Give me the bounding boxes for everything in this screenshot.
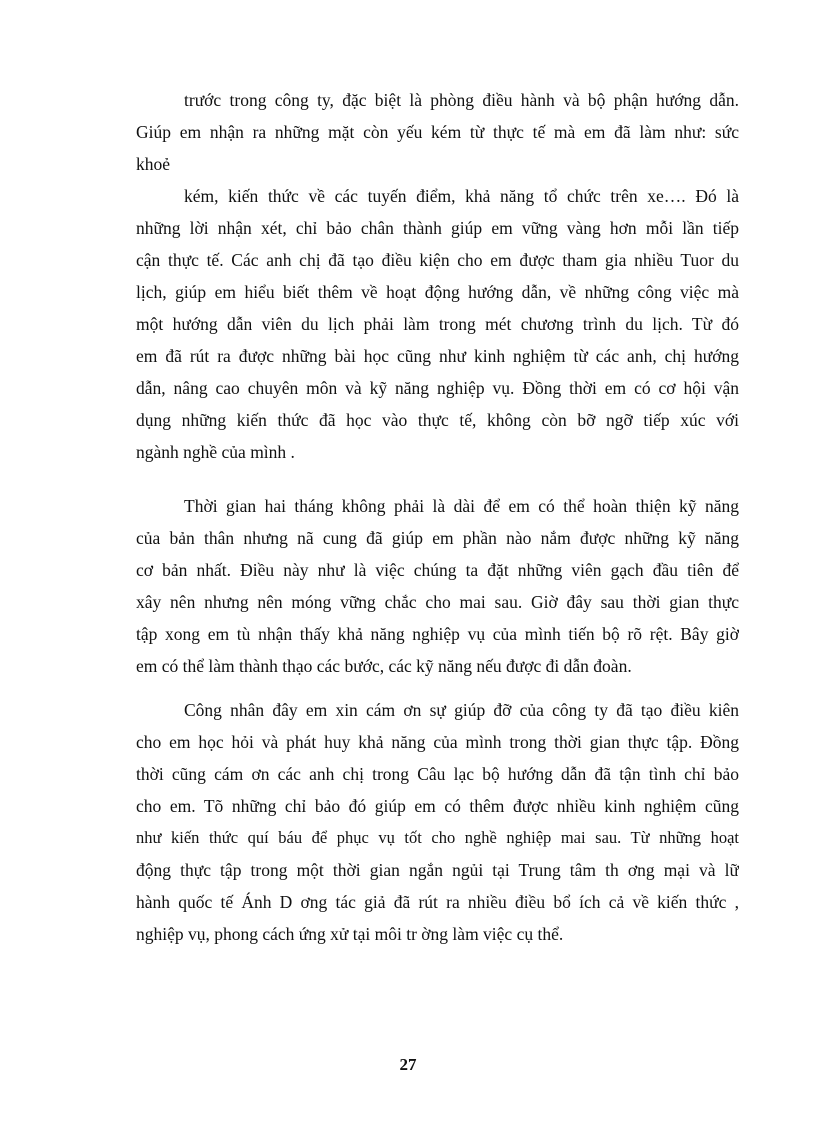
text-line: trước trong công ty, đặc biệt là phòng điều hành và bộ phận hướng dẫn. xyxy=(184,90,739,110)
text-line: Giúp em nhận ra những mặt còn yếu kém từ thực tế mà em đã làm như: sức xyxy=(136,122,739,142)
text-line: động thực tập trong một thời gian ngắn ngủi tại Trung tâm th ơng mại và lữ xyxy=(136,860,739,880)
text-line: em có thể làm thành thạo các bước, các kỹ năng nếu được đi dẫn đoàn. xyxy=(136,656,632,676)
paragraph-4 xyxy=(136,694,739,950)
paragraph-2 xyxy=(136,180,739,468)
text-line: Công nhân đây em xin cám ơn sự giúp đỡ của công ty đã tạo điều kiên xyxy=(184,700,739,720)
text-line: thời cũng cám ơn các anh chị trong Câu lạc bộ hướng dẫn đã tận tình chỉ bảo xyxy=(136,764,739,784)
text-line: cận thực tế. Các anh chị đã tạo điều kiện cho em được tham gia nhiều Tuor du xyxy=(136,250,739,270)
paragraph-3 xyxy=(136,490,739,682)
text-line: dụng những kiến thức đã học vào thực tế, không còn bỡ ngỡ tiếp xúc với xyxy=(136,410,739,430)
text-line: hành quốc tế Ánh D ơng tác giả đã rút ra nhiều điều bổ ích cả về kiến thức , xyxy=(136,892,739,912)
text-line: xây nên nhưng nên móng vững chắc cho mai sau. Giờ đây sau thời gian thực xyxy=(136,592,739,612)
text-line: dẫn, nâng cao chuyên môn và kỹ năng nghiệp vụ. Đồng thời em có cơ hội vận xyxy=(136,378,739,398)
text-line: cơ bản nhất. Điều này như là việc chúng ta đặt những viên gạch đầu tiên để xyxy=(136,560,739,580)
text-line: cho em. Tõ những chỉ bảo đó giúp em có thêm được nhiều kinh nghiệm cũng xyxy=(136,796,739,816)
text-line: ngành nghề của mình . xyxy=(136,442,295,462)
page-number: 27 xyxy=(399,1055,417,1074)
text-line: kém, kiến thức về các tuyến điểm, khả năng tổ chức trên xe…. Đó là xyxy=(184,186,739,206)
text-line: tập xong em tù nhận thấy khả năng nghiệp vụ của mình tiến bộ rõ rệt. Bây giờ xyxy=(136,624,739,644)
text-line: em đã rút ra được những bài học cũng như kinh nghiệm từ các anh, chị hướng xyxy=(136,346,739,366)
text-line: của bản thân nhưng nã cung đã giúp em phần nào nắm được những kỹ năng xyxy=(136,528,739,548)
text-line: như kiến thức quí báu để phục vụ tốt cho nghề nghiệp mai sau. Từ những hoạt xyxy=(136,828,739,847)
text-line: lịch, giúp em hiểu biết thêm về hoạt động hướng dẫn, về những công việc mà xyxy=(136,282,739,302)
text-line: những lời nhận xét, chỉ bảo chân thành giúp em vững vàng hơn mỗi lần tiếp xyxy=(136,218,739,238)
text-line: Thời gian hai tháng không phải là dài để em có thể hoàn thiện kỹ năng xyxy=(184,496,739,516)
paragraph-1 xyxy=(136,84,739,180)
text-line: một hướng dẫn viên du lịch phải làm trong mét chương trình du lịch. Từ đó xyxy=(136,314,739,334)
text-line: cho em học hỏi và phát huy khả năng của mình trong thời gian thực tập. Đồng xyxy=(136,732,739,752)
text-line: khoẻ xyxy=(136,154,171,174)
text-line: nghiệp vụ, phong cách ứng xử tại môi tr ờng làm việc cụ thể. xyxy=(136,924,564,944)
